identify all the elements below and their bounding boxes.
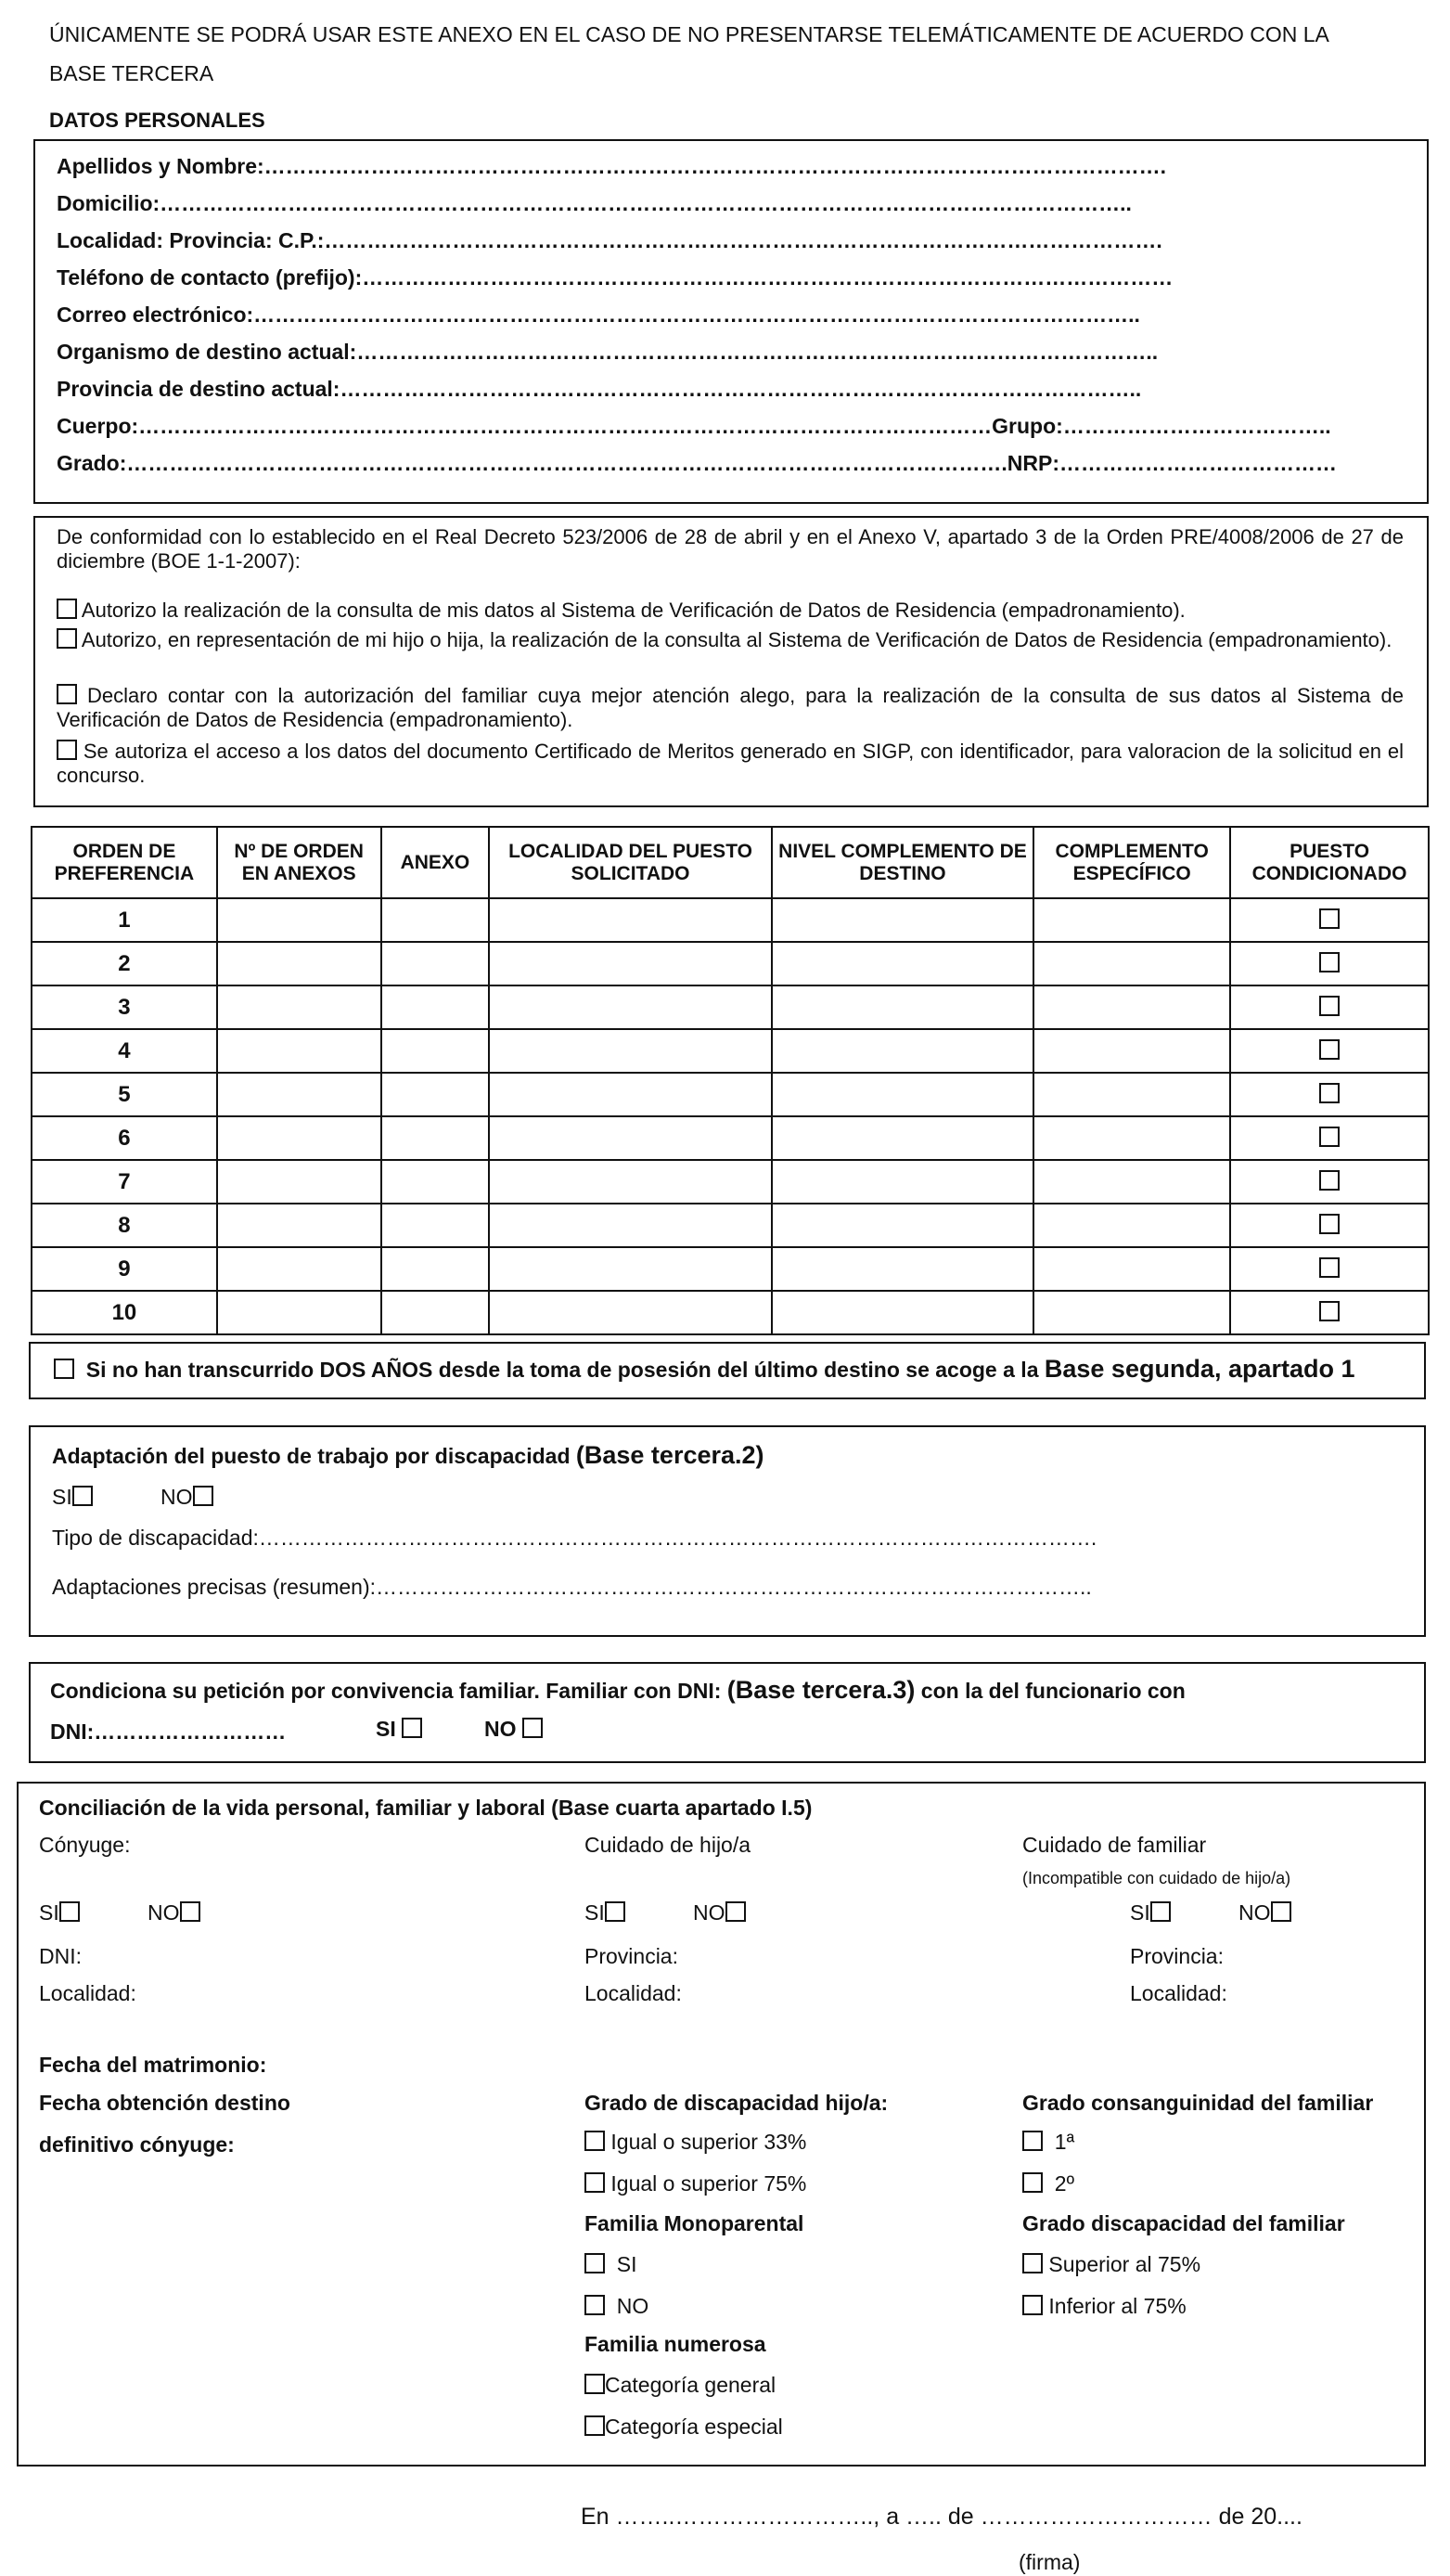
table-cell[interactable] (381, 1247, 490, 1291)
table-cell[interactable] (1033, 1291, 1230, 1334)
adaptacion-title: Adaptación del puesto de trabajo por discapacidad (Base tercera.2) (52, 1441, 764, 1469)
igual75-checkbox[interactable] (584, 2172, 605, 2193)
consent-item-1: Autorizo la realización de la consulta de mis datos al Sistema de Verificación de Datos de Residencia (empadronamiento). (57, 599, 1404, 623)
familiar-si-checkbox[interactable] (1150, 1901, 1171, 1922)
familiar-provincia[interactable]: Provincia: (1130, 1944, 1224, 1968)
table-cell[interactable] (489, 1116, 771, 1160)
condicionado-cell (1230, 1073, 1429, 1116)
convivencia-text: Condiciona su petición por convivencia familiar. Familiar con DNI: (Base tercera.3) con la del funcionario con (50, 1676, 1186, 1704)
igual33: Igual o superior 33% (584, 2130, 806, 2155)
familiar-note: (Incompatible con cuidado de hijo/a) (1022, 1869, 1291, 1887)
hijo-no-checkbox[interactable] (725, 1901, 746, 1922)
consent-intro: De conformidad con lo establecido en el Real Decreto 523/2006 de 28 de abril y en el Anexo V, apartado 3 de la Orden PRE/4008/2006 de 27 de diciembre (BOE 1-1-2007): (57, 525, 1404, 573)
adaptacion-no: NO (160, 1485, 213, 1510)
cat-especial-checkbox[interactable] (584, 2415, 605, 2436)
cat-especial: Categoría especial (584, 2415, 783, 2440)
mono-no: NO (584, 2294, 648, 2319)
table-cell[interactable] (217, 1247, 381, 1291)
table-cell[interactable] (381, 1116, 490, 1160)
col-condicionado: PUESTO CONDICIONADO (1230, 827, 1429, 898)
condicionado-checkbox[interactable] (1319, 1127, 1340, 1147)
cat-general-checkbox[interactable] (584, 2374, 605, 2394)
table-cell[interactable] (381, 1160, 490, 1204)
table-cell[interactable] (381, 1291, 490, 1334)
table-cell[interactable] (772, 1247, 1034, 1291)
table-cell[interactable] (1033, 1029, 1230, 1073)
condicionado-checkbox[interactable] (1319, 1214, 1340, 1234)
conyuge-localidad[interactable]: Localidad: (39, 1981, 136, 2005)
table-cell[interactable] (381, 1029, 490, 1073)
adaptacion-no-checkbox[interactable] (193, 1486, 213, 1506)
familiar-si: SI (1130, 1900, 1171, 1926)
monoparental-label: Familia Monoparental (584, 2211, 804, 2235)
fecha-matrimonio[interactable]: Fecha del matrimonio: (39, 2053, 267, 2077)
table-cell[interactable] (772, 1291, 1034, 1334)
field-organismo[interactable]: Organismo de destino actual:………………………………………………………………………………………………….. (57, 340, 1159, 364)
table-cell[interactable] (772, 1073, 1034, 1116)
convivencia-si-checkbox[interactable] (402, 1718, 422, 1738)
conyuge-dni[interactable]: DNI: (39, 1944, 82, 1968)
table-cell[interactable] (217, 985, 381, 1029)
fecha-destino-1: Fecha obtención destino (39, 2091, 290, 2115)
field-telefono[interactable]: Teléfono de contacto (prefijo):…………………………………………………………………………………………………… (57, 265, 1174, 290)
igual33-checkbox[interactable] (584, 2131, 605, 2151)
table-cell[interactable] (1033, 1160, 1230, 1204)
condicionado-checkbox[interactable] (1319, 952, 1340, 972)
condicionado-cell (1230, 898, 1429, 942)
fecha-destino-2[interactable]: definitivo cónyuge: (39, 2132, 235, 2157)
table-row (32, 1029, 1429, 1073)
adaptacion-si: SI (52, 1485, 93, 1510)
table-cell[interactable] (489, 1160, 771, 1204)
col-nivel: NIVEL COMPLEMENTO DE DESTINO (772, 827, 1034, 898)
grado-primero: 1ª (1022, 2130, 1074, 2155)
row-number: 3 (32, 985, 217, 1029)
table-row (32, 1247, 1429, 1291)
adaptacion-tipo[interactable]: Tipo de discapacidad:………………………………………………………………………………………………………. (52, 1526, 1097, 1550)
table-cell[interactable] (381, 985, 490, 1029)
mono-no-checkbox[interactable] (584, 2295, 605, 2315)
table-cell[interactable] (217, 942, 381, 985)
firma-label: (firma) (1019, 2550, 1081, 2574)
consent-checkbox-3[interactable] (57, 684, 77, 704)
row-number: 9 (32, 1247, 217, 1291)
table-cell[interactable] (489, 985, 771, 1029)
table-cell[interactable] (489, 1204, 771, 1247)
conyuge-si: SI (39, 1900, 80, 1926)
table-row (32, 1204, 1429, 1247)
superior75-checkbox[interactable] (1022, 2253, 1043, 2273)
table-cell[interactable] (217, 1073, 381, 1116)
table-cell[interactable] (1033, 985, 1230, 1029)
table-cell[interactable] (772, 1160, 1034, 1204)
numerosa-label: Familia numerosa (584, 2332, 766, 2356)
mono-si-checkbox[interactable] (584, 2253, 605, 2273)
familiar-no-checkbox[interactable] (1271, 1901, 1291, 1922)
table-cell[interactable] (489, 1073, 771, 1116)
table-cell[interactable] (772, 898, 1034, 942)
row-number: 6 (32, 1116, 217, 1160)
table-cell[interactable] (1033, 1204, 1230, 1247)
condicionado-cell (1230, 1029, 1429, 1073)
row-number: 4 (32, 1029, 217, 1073)
notice-line-1: ÚNICAMENTE SE PODRÁ USAR ESTE ANEXO EN EL CASO DE NO PRESENTARSE TELEMÁTICAMENTE DE ACUERDO CON LA (49, 22, 1329, 46)
field-provincia-destino[interactable]: Provincia de destino actual:………………………………………………………………………………………………….. (57, 377, 1142, 401)
familiar-no: NO (1238, 1900, 1291, 1926)
table-cell[interactable] (217, 1116, 381, 1160)
table-cell[interactable] (381, 898, 490, 942)
table-row (32, 942, 1429, 985)
row-number: 10 (32, 1291, 217, 1334)
field-localidad[interactable]: Localidad: Provincia: C.P.:………………………………………………………………………………………………………. (57, 228, 1162, 252)
condicionado-checkbox[interactable] (1319, 1301, 1340, 1321)
table-cell[interactable] (217, 1204, 381, 1247)
field-domicilio[interactable]: Domicilio:……………………………………………………………………………………………………………………….. (57, 191, 1132, 215)
row-number: 7 (32, 1160, 217, 1204)
hijo-label: Cuidado de hijo/a (584, 1833, 751, 1857)
superior75: Superior al 75% (1022, 2252, 1200, 2277)
table-cell[interactable] (772, 1116, 1034, 1160)
col-orden: ORDEN DE PREFERENCIA (32, 827, 217, 898)
grado-primero-checkbox[interactable] (1022, 2131, 1043, 2151)
notice-line-2: BASE TERCERA (49, 61, 214, 85)
hijo-si: SI (584, 1900, 625, 1926)
condicionado-checkbox[interactable] (1319, 908, 1340, 929)
condicionado-cell (1230, 985, 1429, 1029)
hijo-no: NO (693, 1900, 746, 1926)
condicionado-cell (1230, 1116, 1429, 1160)
convivencia-dni[interactable]: DNI:……………………… (50, 1719, 287, 1744)
table-row (32, 898, 1429, 942)
table-cell[interactable] (772, 1029, 1034, 1073)
row-number: 1 (32, 898, 217, 942)
table-cell[interactable] (489, 1247, 771, 1291)
condicionado-checkbox[interactable] (1319, 1083, 1340, 1103)
grado-hijo-label: Grado de discapacidad hijo/a: (584, 2091, 889, 2115)
table-cell[interactable] (1033, 1247, 1230, 1291)
table-cell[interactable] (217, 1160, 381, 1204)
convivencia-no-checkbox[interactable] (522, 1718, 543, 1738)
consent-item-2: Autorizo, en representación de mi hijo o hija, la realización de la consulta al Sistema de Verificación de Datos de Residencia (empadronamiento). (57, 628, 1404, 652)
hijo-provincia[interactable]: Provincia: (584, 1944, 678, 1968)
field-grado[interactable]: Grado:…………………………………………………………………………………………………………….NRP:………………………………… (57, 451, 1338, 475)
hijo-si-checkbox[interactable] (605, 1901, 625, 1922)
condicionado-cell (1230, 942, 1429, 985)
col-complemento: COMPLEMENTO ESPECÍFICO (1033, 827, 1230, 898)
conyuge-no-checkbox[interactable] (180, 1901, 200, 1922)
col-localidad: LOCALIDAD DEL PUESTO SOLICITADO (489, 827, 771, 898)
row-number: 8 (32, 1204, 217, 1247)
dos-anos-line: Si no han transcurrido DOS AÑOS desde la toma de posesión del último destino se acoge a la Base segunda, apartado 1 (54, 1355, 1355, 1384)
condicionado-checkbox[interactable] (1319, 1257, 1340, 1278)
table-cell[interactable] (489, 942, 771, 985)
condicionado-checkbox[interactable] (1319, 1039, 1340, 1060)
mono-si: SI (584, 2252, 637, 2277)
preference-table (31, 826, 1430, 1335)
table-cell[interactable] (489, 898, 771, 942)
dos-anos-checkbox[interactable] (54, 1359, 74, 1379)
section-title: DATOS PERSONALES (49, 109, 265, 132)
convivencia-no: NO (484, 1717, 543, 1742)
condicionado-cell (1230, 1160, 1429, 1204)
conyuge-si-checkbox[interactable] (59, 1901, 80, 1922)
table-cell[interactable] (1033, 1116, 1230, 1160)
consent-item-4: Se autoriza el acceso a los datos del documento Certificado de Meritos generado en SIGP, con identificador, para valoracion de la solicitud en el concurso. (57, 740, 1404, 787)
hijo-localidad[interactable]: Localidad: (584, 1981, 682, 2005)
consent-checkbox-2[interactable] (57, 628, 77, 649)
field-apellidos[interactable]: Apellidos y Nombre:………………………………………………………………………………………………………………. (57, 154, 1167, 178)
cat-general: Categoría general (584, 2373, 776, 2398)
table-cell[interactable] (381, 942, 490, 985)
table-row (32, 1291, 1429, 1334)
table-cell[interactable] (217, 1291, 381, 1334)
adaptacion-precisas[interactable]: Adaptaciones precisas (resumen):……………………………………………………………………………………….. (52, 1575, 1092, 1599)
table-cell[interactable] (1033, 942, 1230, 985)
convivencia-si: SI (376, 1717, 422, 1742)
col-numero: Nº DE ORDEN EN ANEXOS (217, 827, 381, 898)
fecha-lugar[interactable]: En ……..…………………….., a ….. de ………………………… de 20.... (581, 2504, 1302, 2530)
disc-familiar-label: Grado discapacidad del familiar (1022, 2211, 1345, 2235)
table-row (32, 1116, 1429, 1160)
condicionado-checkbox[interactable] (1319, 1170, 1340, 1191)
inferior75-checkbox[interactable] (1022, 2295, 1043, 2315)
condicionado-cell (1230, 1291, 1429, 1334)
table-row (32, 985, 1429, 1029)
table-cell[interactable] (489, 1029, 771, 1073)
table-cell[interactable] (381, 1204, 490, 1247)
consanguinidad-label: Grado consanguinidad del familiar (1022, 2091, 1374, 2115)
field-correo[interactable]: Correo electrónico:…………………………………………………………………………………………………………….. (57, 303, 1140, 327)
conyuge-no: NO (148, 1900, 200, 1926)
adaptacion-si-checkbox[interactable] (72, 1486, 93, 1506)
familiar-localidad[interactable]: Localidad: (1130, 1981, 1227, 2005)
conciliacion-title: Conciliación de la vida personal, familiar y laboral (Base cuarta apartado I.5) (39, 1796, 813, 1820)
row-number: 2 (32, 942, 217, 985)
inferior75: Inferior al 75% (1022, 2294, 1187, 2319)
table-cell[interactable] (772, 942, 1034, 985)
table-cell[interactable] (1033, 898, 1230, 942)
grado-segundo-checkbox[interactable] (1022, 2172, 1043, 2193)
table-cell[interactable] (381, 1073, 490, 1116)
grado-segundo: 2º (1022, 2171, 1074, 2196)
condicionado-cell (1230, 1247, 1429, 1291)
conyuge-label: Cónyuge: (39, 1833, 131, 1857)
table-row (32, 1073, 1429, 1116)
field-cuerpo[interactable]: Cuerpo:…………………………………………………………………………………………………………Grupo:……………………………….. (57, 414, 1331, 438)
consent-checkbox-4[interactable] (57, 740, 77, 760)
igual75: Igual o superior 75% (584, 2171, 806, 2196)
condicionado-checkbox[interactable] (1319, 996, 1340, 1016)
familiar-label: Cuidado de familiar (1022, 1833, 1207, 1857)
table-cell[interactable] (217, 898, 381, 942)
table-cell[interactable] (1033, 1073, 1230, 1116)
table-cell[interactable] (489, 1291, 771, 1334)
condicionado-cell (1230, 1204, 1429, 1247)
table-cell[interactable] (772, 1204, 1034, 1247)
table-cell[interactable] (772, 985, 1034, 1029)
row-number: 5 (32, 1073, 217, 1116)
consent-item-3: Declaro contar con la autorización del familiar cuya mejor atención alego, para la realización de la consulta de sus datos al Sistema de Verificación de Datos de Residencia (empadronamiento). (57, 684, 1404, 731)
col-anexo: ANEXO (381, 827, 490, 898)
table-cell[interactable] (217, 1029, 381, 1073)
table-row (32, 1160, 1429, 1204)
consent-checkbox-1[interactable] (57, 599, 77, 619)
